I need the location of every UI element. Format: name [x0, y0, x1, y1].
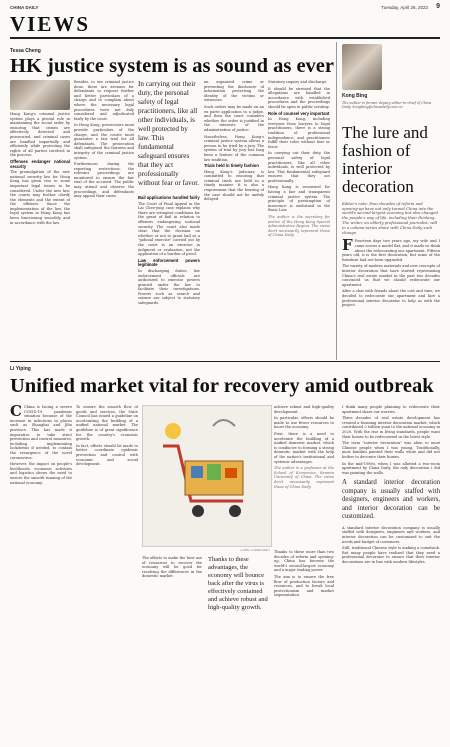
page-number: 9 — [436, 3, 440, 10]
author-photo — [10, 80, 70, 110]
article1-subhead-5: Role of counsel very important — [268, 110, 330, 116]
article2-column-4: Thanks to these more than two decades of reform and opening-up, China has become the world's second-largest economy and a major trading power. The aim is to ensure the free flow of production factors and resources, and to break local protectionism and market segmentation. — [274, 550, 334, 598]
article2-illustration-block — [142, 405, 270, 745]
shopping-cart-illustration — [143, 406, 271, 546]
article2-author: Li Yiping — [10, 366, 31, 372]
article1-column-3: In carrying out their duty, the personal safety of legal practitioners, like all other individuals, is well protected by law. This fundamental safeguard ensures that they act professionally without fear or favor. Bail applications handled fairly The Court of Final Appeal in the Lai Chee-ying case explains why there are stringent conditions for the grant of bail in relation to offenses endangering national security. The court also made clear that the decision on whether or not to grant bail as a "judicial exercise" carried out by the court is an exercise in judgment or evaluation, not the application of a burden of proof. Law enforcement powers legitimate In discharging duties, law enforcement officials are authorized to exercise powers granted under the law to facilitate their investigations. Powers such as search and seizure are subject to statutory safeguards. — [138, 80, 200, 306]
article2-column-5: achieve robust and high-quality development. In particular, efforts should be made to use fewer resources to boost the economy. First, there is a need to accelerate the building of a unified domestic market, which is conducive to forming a strong domestic market with the help of the nation's institutional and systemic advantages. The author is a professor at the School of Economics, Renmin University of China. The views don't necessarily represent those of China Daily. — [274, 405, 334, 489]
sidebar-continued: I think many people planning to redecorate their apartment share our worries. Three decades of real estate development has created a booming interior decoration market, which contributed 2 trillion yuan to the national economy in 2020. With the rise in living standards, people want their homes to be redecorated in the latest style. The term "interior decoration" was alien to most Chinese people when I was young. Traditionally, most families painted their walls white and did not bother to decorate their homes. In the mid-1980s, when I was allotted a two-room apartment by China Daily, the only decoration I did was painting the walls. A standard interior decoration company is usually staffed with designers, engineers and workers, and interior decoration can be customized. A standard interior decoration company is usually staffed with designers, engineers and workers, and interior decoration can be customized to suit the needs and budget of customers. Still, traditional Chinese style is making a comeback. But many people have realized that they need a professional decorator to ensure that their interior decorations are in line with modern lifestyles. — [342, 405, 440, 564]
pull-quote: In carrying out their duty, the personal safety of legal practitioners, like all other individuals, is well protected by law. This fundamental safeguard ensures that they act professionally without fear or favor. — [138, 80, 200, 187]
sidebar-author: Kong Bing — [342, 93, 368, 99]
article2-column-1: C China is facing a severe COVID-19 pandemic situation because of the increase in infections in places such as Shanghai and Jilin province. This has made it imperative to take strict prevention and control measures, including implementing lockdowns if needed, to contain the resurgence of the novel coronavirus. However, the impact on people's livelihoods, economic activities and logistics shows the need to ensure the smooth running of the national economy. — [10, 405, 72, 485]
article1-headline: HK justice system is as sound as ever — [10, 55, 335, 77]
sidebar-column: Kong Bing The author is former deputy editor-in-chief of China Daily. kongbing@chinadaily.com.cn The lure and fashion of interior decoration Editor's note: Four decades of reform and opening-up have not only turned China into the world's second-largest economy but also changed the people's way of life, including their thinking. The writer, an elderly professional journalist, will in a column-series share with China Daily such change. F Fourteen days two years ago, my wife and I came across a model flat, and it made us think about the redecorating our apartment. Fifteen years old, it is the first decoration, but some of the furniture had not been upgraded. The variety of modern materials and new concepts of interior decoration that have started rejuvenating China's real estate market in the past two decades convinced us that we should redecorate our apartment. After a chat with friends about the cost and time, we decided to redecorate our apartment and hire a professional interior decorator to help us with the project. — [342, 44, 440, 389]
article1-subhead-3: Law enforcement powers legitimate — [138, 257, 200, 268]
article1-column-5: Statutory inquiry and discharge. It should be stressed that the allegations are handled in accordance with established procedures and the proceedings should be open to public scrutiny. Role of counsel very important In Hong Kong, including everyone from lawyers to legal practitioners, there is a strong tradition of professional independence, and practitioners fulfill their roles without fear or favor. In carrying out their duty, the personal safety of legal practitioners, like all other individuals, is well protected by law. This fundamental safeguard ensures that they act professionally. Hong Kong is renowned for having a fair and transparent criminal justice system. The principle of presumption of innocence is enshrined in the Basic Law. The author is the secretary for justice of the Hong Kong Special Administrative Region. The views don't necessarily represent those of China Daily. — [268, 80, 330, 238]
article2-column-3: The efforts to make the best use of resources to recover the economy will be good for resolving the differences in the domestic market. — [142, 556, 202, 579]
article2-pull-quote: Thanks to these advantages, the economy will bounce back after the virus is effectively contained and achieve robust and high-quality growth. — [208, 556, 268, 611]
article1-author: Tessa Cheng — [10, 48, 41, 54]
sidebar-headline: The lure and fashion of interior decoration — [342, 122, 428, 196]
editor-note: Editor's note: Four decades of reform and opening-up have not only turned China into the world's second-largest economy but also changed the people's way of life, including their thinking. The writer, an elderly professional journalist, will in a column-series share with China Daily such change. — [342, 200, 438, 235]
section-rule — [10, 37, 440, 39]
sidebar-author-photo — [342, 44, 382, 90]
article1-column-4: an organized crime or preventing the disclosure of information protecting the identity of the victims or witnesses. Such orders may be made on an ex parte application to a judge, and then the court considers whether the order is justified in the interests of the administration of justice. Nonetheless, Hong Kong's criminal justice system allows a person to be tried by a jury. The system of trial by jury has long been a feature of the common law tradition. Trials held in timely fashion Hong Kong's judiciary is committed to ensuring that criminal trials are held in a timely manner. It is also a requirement that the hearing of the case should not be unduly delayed. — [204, 80, 264, 202]
article2-column-2: To ensure the smooth flow of goods and services, the State Council has issued a guideline on accelerating the building of a unified national market. The guideline is of great significance for the country's economic growth. In fact, efforts should be made to better coordinate epidemic prevention and control with economic and social development. — [76, 405, 138, 467]
sidebar-pull-quote: A standard interior decoration company is usually staffed with designers, engineers and workers, and interior decoration can be customized. — [342, 479, 440, 521]
newspaper-name: CHINA DAILY — [10, 5, 39, 10]
section-title: VIEWS — [10, 12, 91, 36]
article2-drop-cap: C — [10, 405, 22, 420]
drop-cap: F — [342, 239, 353, 255]
article1-column-1: Hong Kong's criminal justice system plays a pivotal role in maintaining the social order by ensuring that crimes are effectively detected and prosecuted, and criminal cases are handled impartially and efficiently while protecting the rights of all parties involved in the process. Offenses endanger national security The promulgation of the new national security law for Hong Kong has given rise to some important legal issues to be considered. Under the new law, the courts may further clarify the elements and the extent of the offenses. Since the implementation of the law, the legal system in Hong Kong has been functioning smoothly and in accordance with the law. — [10, 80, 70, 360]
article1-subhead-4: Trials held in timely fashion — [204, 163, 259, 169]
issue-date: Tuesday, April 26, 2022 — [381, 5, 428, 10]
sidebar-divider — [336, 42, 337, 360]
article1-column-2: Besides, to see criminal justice done, there are avenues for defendants to request further and better particulars of a charge and to complain about where the necessary legal procedures were not duly considered and adjudicated fairly by the court. In Hong Kong, prosecutors must provide particulars of the charge, and the courts must guarantee a fair trial for all defendants. The prosecution shall safeguard the fairness and integrity of the criminal justice system. Furthermore, during the reporting restrictions, the relevant proceedings are monitored to ensure the fair trial of the accused. The public may attend and observe the proceedings, and defendants may appeal their cases. — [74, 80, 134, 199]
article2-rule — [10, 361, 440, 362]
illustration — [142, 405, 272, 547]
article1-subhead-2: Bail applications handled fairly — [138, 195, 200, 200]
photo-credit: LI MIN / CHINA DAILY — [240, 548, 270, 552]
article1-subhead-1: Offenses endanger national security — [10, 158, 70, 169]
article2-headline: Unified market vital for recovery amid outbreak — [10, 375, 434, 397]
sidebar-author-bio: The author is former deputy editor-in-chief of China Daily. kongbing@chinadaily.com.cn — [342, 101, 432, 110]
